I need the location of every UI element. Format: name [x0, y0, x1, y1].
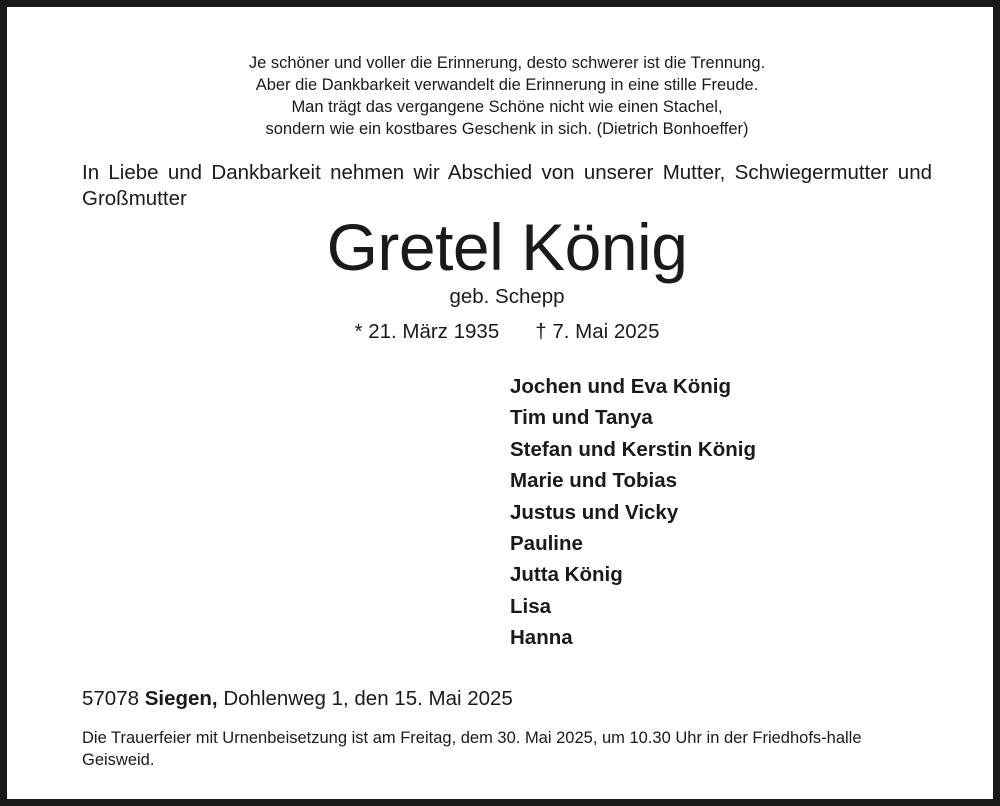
intro-text: In Liebe und Dankbarkeit nehmen wir Abschied von unserer Mutter, Schwiegermutter und Großmutter	[82, 161, 932, 210]
mourner-item: Jutta König	[510, 563, 623, 587]
maiden-name: geb. Schepp	[449, 285, 565, 308]
place-and-date	[82, 686, 513, 712]
death-date: † 7. Mai 2025	[535, 320, 660, 343]
city-name: Siegen,	[144, 687, 218, 710]
mourner-item: Justus und Vicky	[510, 500, 679, 524]
mourners-list	[510, 373, 756, 656]
address-date: Dohlenweg 1, den 15. Mai 2025	[223, 687, 513, 710]
bonhoeffer-quote	[7, 52, 1000, 140]
mourner-item: Stefan und Kerstin König	[510, 437, 756, 461]
quote-line: sondern wie ein kostbares Geschenk in sich. (Dietrich Bonhoeffer)	[265, 120, 749, 138]
postal-code: 57078	[82, 687, 140, 710]
quote-line: Aber die Dankbarkeit verwandelt die Erinnerung in eine stille Freude.	[255, 76, 759, 94]
deceased-name: Gretel König	[326, 210, 688, 284]
mourner-item: Tim und Tanya	[510, 406, 653, 430]
life-dates	[7, 319, 1000, 345]
mourner-item: Lisa	[510, 594, 552, 618]
service-note: Die Trauerfeier mit Urnenbeisetzung ist am Freitag, dem 30. Mai 2025, um 10.30 Uhr in der Friedhofs-halle Geisweid.	[82, 729, 862, 769]
quote-line: Man trägt das vergangene Schöne nicht wie einen Stachel,	[291, 98, 723, 116]
mourner-item: Hanna	[510, 626, 573, 650]
birth-date: * 21. März 1935	[354, 320, 500, 343]
quote-line: Je schöner und voller die Erinnerung, desto schwerer ist die Trennung.	[248, 54, 766, 72]
mourner-item: Jochen und Eva König	[510, 375, 731, 398]
mourner-item: Marie und Tobias	[510, 469, 678, 493]
mourner-item: Pauline	[510, 531, 583, 555]
